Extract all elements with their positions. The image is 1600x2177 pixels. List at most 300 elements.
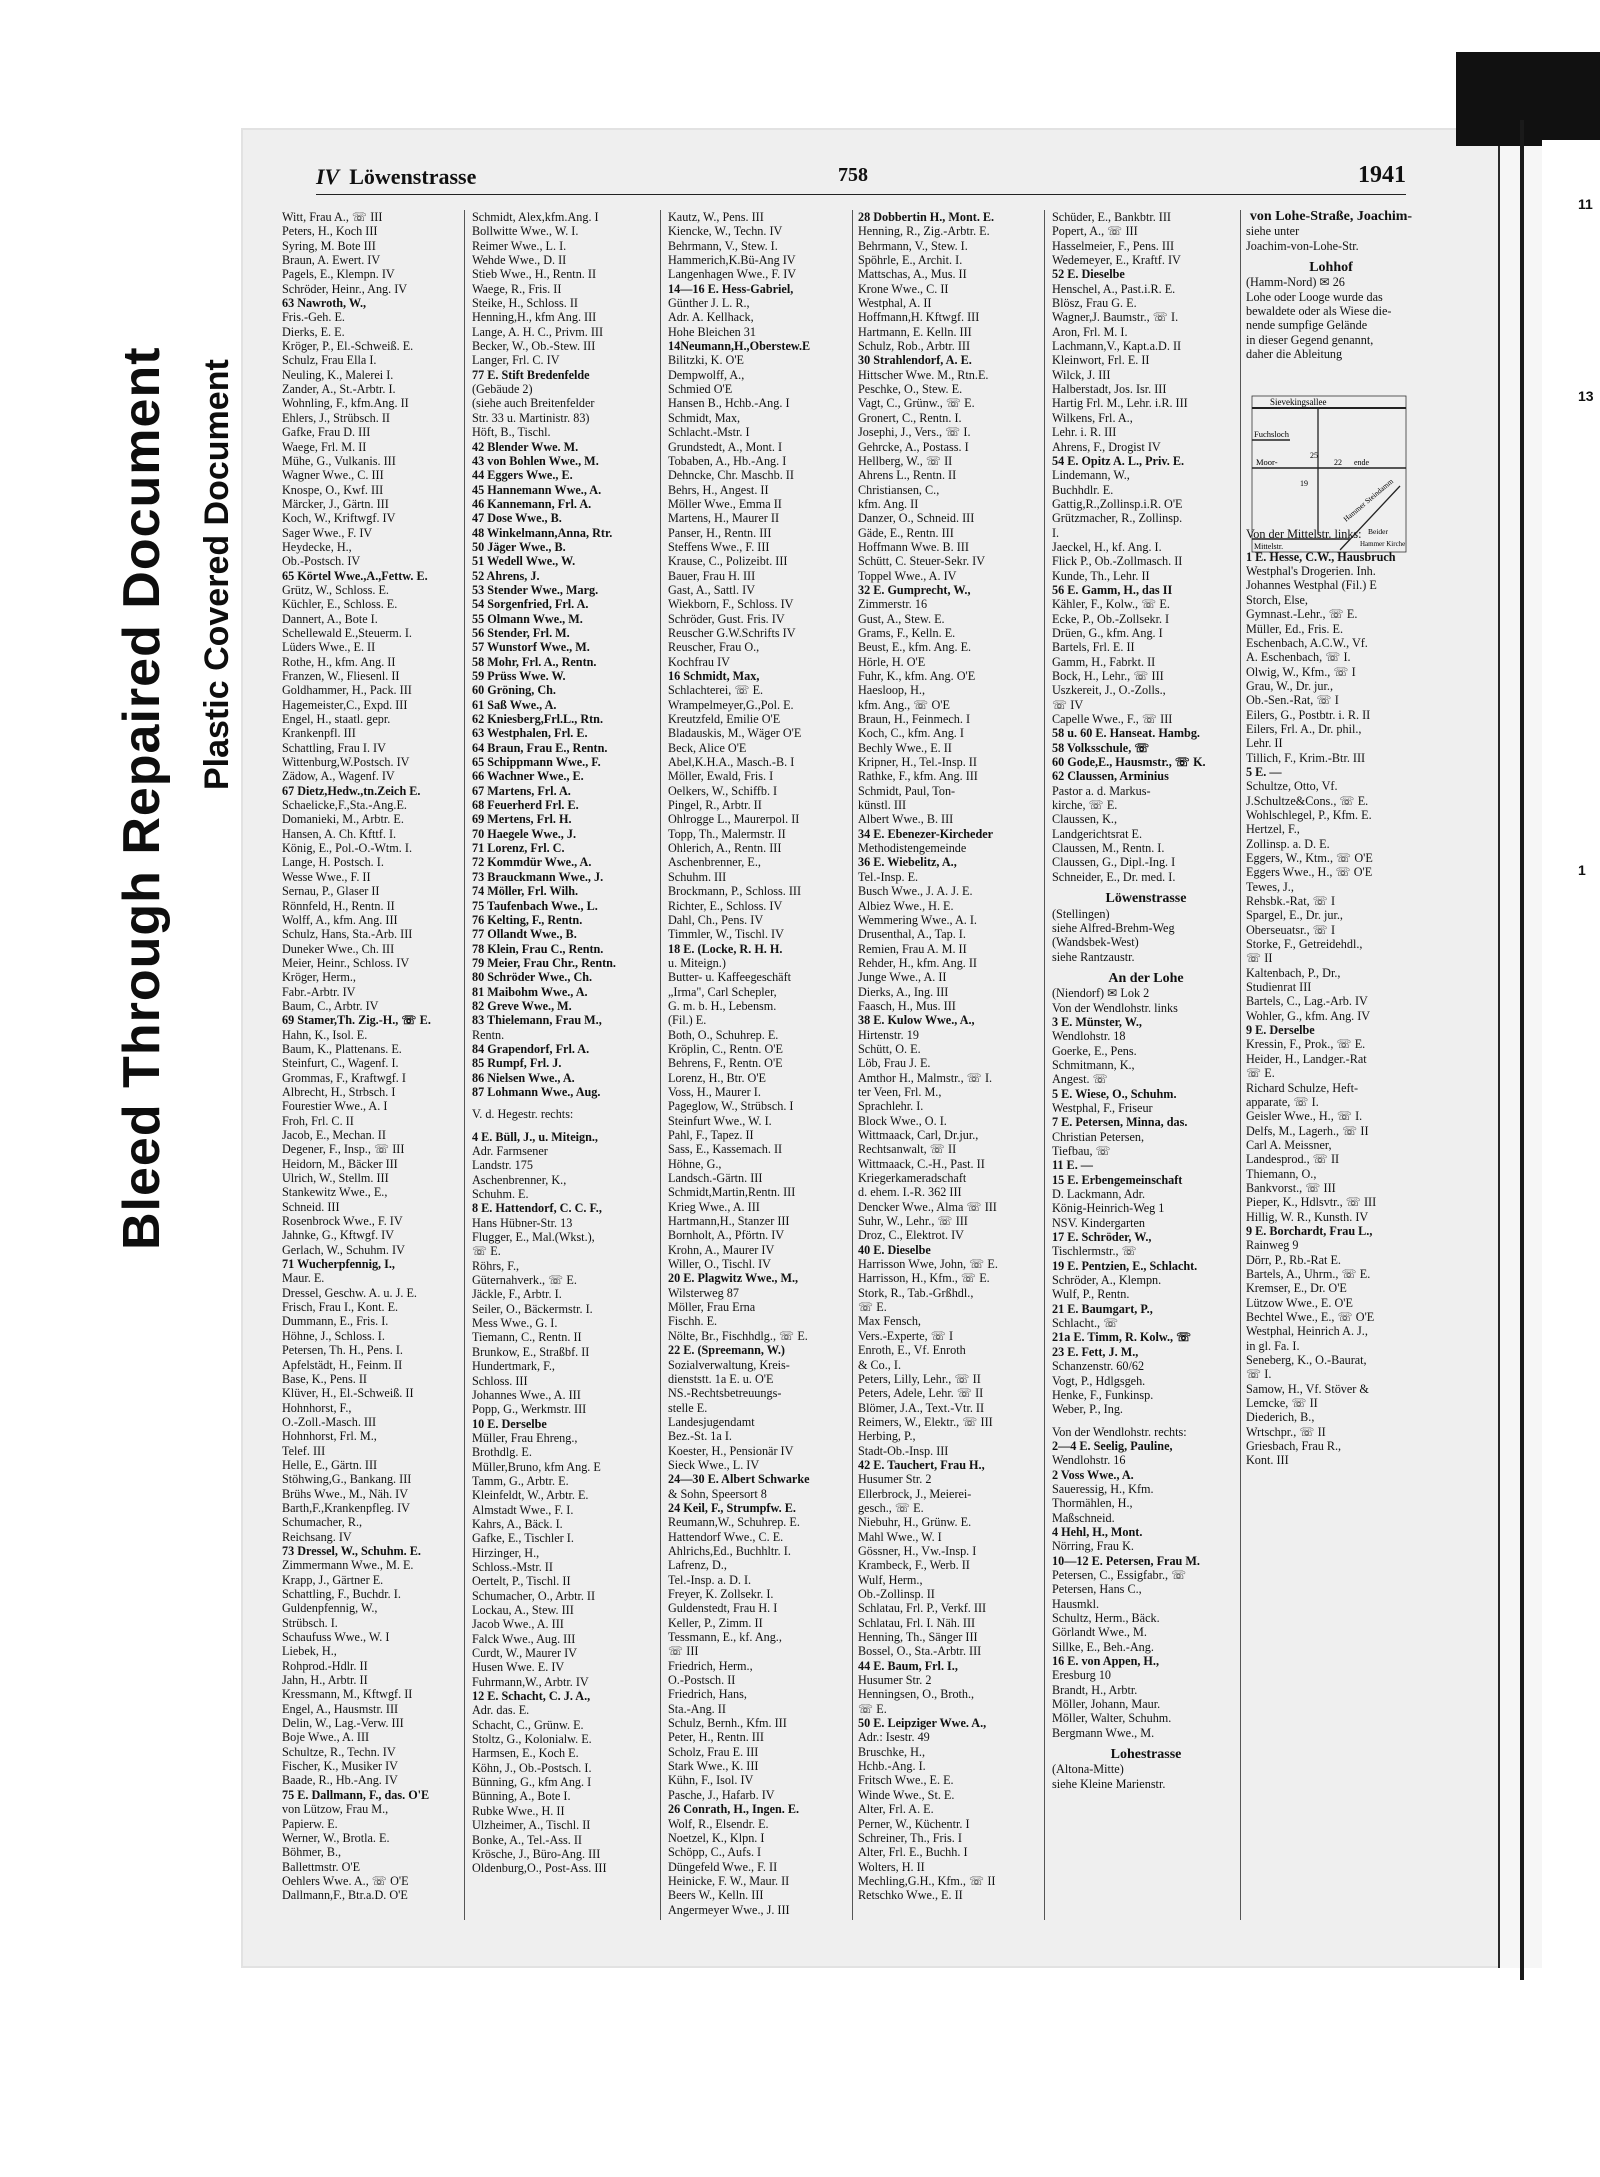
directory-entry: Möller, Frau Erna [668,1300,756,1315]
directory-entry: Eilers, G., Postbtr. i. R. II [1246,707,1371,722]
directory-entry: Westphal, F., Friseur [1052,1100,1153,1115]
directory-entry: Peters, H., Koch III [282,224,378,239]
directory-entry: Ob.-Zollinsp. II [858,1587,935,1601]
directory-entry: Sta.-Ang. II [668,1701,726,1716]
directory-entry: (Wandsbek-West) [1052,935,1139,950]
directory-entry: Droz, C., Elektrot. IV [858,1228,964,1243]
directory-entry: Fritsch Wwe., E. E. [858,1773,954,1788]
directory-entry: Petersen, C., Essigfabr., ☏ [1052,1567,1187,1582]
directory-entry: Retschko Wwe., E. II [858,1888,963,1903]
directory-entry: dienststt. 1a E. u. O'E [668,1371,774,1386]
directory-entry: Hohe Bleichen 31 [668,324,756,339]
directory-entry: „Irma", Carl Schepler, [668,984,777,999]
directory-entry: Grütz, W., Schloss. E. [282,582,389,597]
directory-entry: 72 Kommdür Wwe., A. [472,855,592,870]
directory-entry: 73 Dressel, W., Schuhm. E. [282,1543,421,1558]
directory-entry: Hohnhorst, Frl. M., [282,1429,377,1444]
directory-entry: Hagemeister,C., Expd. III [282,697,408,712]
directory-entry: Noetzel, K., Klpn. I [668,1830,765,1845]
directory-entry: Saueressig, H., Kfm. [1052,1481,1154,1496]
directory-entry: Richard Schulze, Heft- [1246,1080,1359,1095]
directory-entry: Uszkereit, J., O.-Zolls., [1052,683,1166,698]
directory-entry: 69 Mertens, Frl. H. [472,812,572,827]
directory-entry: Bossel, O., Sta.-Arbtr. III [858,1644,982,1659]
directory-entry: Braun, H., Feinmech. I [858,712,971,727]
directory-entry: Grützmacher, R., Zollinsp. [1052,511,1183,526]
directory-entry: I. [1052,525,1060,540]
map-label-left: Fuchsloch [1254,429,1289,439]
directory-entry: 22 E. (Spreemann, W.) [668,1343,785,1358]
directory-entry: Mechling,G.H., Kfm., ☏ II [858,1873,996,1888]
directory-entry: in dieser Gegend genannt, [1246,332,1374,347]
directory-entry: Klüver, H., El.-Schweiß. II [282,1386,414,1401]
directory-entry: 16 Schmidt, Max, [668,669,760,683]
directory-entry: Höhne, J., Schloss. I. [282,1328,385,1343]
directory-entry: stelle E. [668,1400,708,1415]
directory-entry: 48 Winkelmann,Anna, Rtr. [472,525,613,540]
directory-entry: Landesprod., ☏ II [1246,1152,1340,1167]
directory-entry: Dressel, Geschw. A. u. J. E. [282,1285,417,1300]
directory-entry: künstl. III [858,798,907,813]
directory-entry: Christian Petersen, [1052,1129,1145,1144]
directory-entry: Müller,Bruno, kfm Ang. E [472,1459,601,1474]
directory-entry: Schloss.-Mstr. II [472,1559,553,1574]
directory-entry: Blösz, Frau G. E. [1052,296,1137,311]
directory-entry: Max Fensch, [858,1314,921,1329]
directory-entry: Schulz, Hans, Sta.-Arb. III [282,927,413,942]
directory-entry: Nölte, Br., Fischhdlg., ☏ E. [668,1328,808,1343]
directory-entry: Pahl, F., Tapez. II [668,1128,754,1142]
directory-entry: Claussen, M., Rentn. I. [1052,841,1165,856]
directory-entry: Schöpp, C., Aufs. I [668,1845,762,1860]
directory-entry: Wilkens, Frl. A., [1052,410,1133,425]
directory-entry: Behrens, F., Rentn. O'E [668,1056,783,1071]
directory-entry: Langenhagen Wwe., F. IV [668,267,797,282]
lohhof-street-map [1250,394,1408,554]
directory-entry: ☏ III [668,1644,699,1659]
directory-entry: 17 E. Schröder, W., [1052,1230,1152,1245]
directory-entry: siehe Rantzaustr. [1052,949,1135,964]
directory-entry: Fischer, K., Musiker IV [282,1759,398,1774]
directory-entry: Jahn, H., Arbtr. II [282,1673,368,1688]
directory-entry: Pagels, E., Klempn. IV [282,267,395,282]
directory-entry: Henning,H., kfm Ang. III [472,310,597,325]
directory-entry: Wittmaack, C.-H., Past. II [858,1156,985,1171]
directory-entry: Husen Wwe. E. IV [472,1660,565,1675]
directory-entry: Rentn. [472,1027,505,1042]
directory-entry: Popert, A., ☏ III [1052,224,1138,239]
directory-entry: Claussen, K., [1052,812,1117,827]
directory-entry: Rehsbk.-Rat, ☏ I [1246,894,1336,909]
directory-entry: Weber, P., Ing. [1052,1402,1123,1417]
directory-entry: Strübsch. I. [282,1615,338,1630]
directory-entry: Lemcke, ☏ II [1246,1396,1318,1411]
directory-entry: Barth,F.,Krankenpfleg. IV [282,1500,410,1515]
directory-entry: Alter, Frl. E., Buchh. I [858,1845,968,1860]
directory-entry: Keller, P., Zimm. II [668,1615,763,1630]
directory-entry: Herbing, P., [858,1429,916,1444]
directory-entry: Höft, B., Tischl. [472,425,551,440]
directory-entry: Stieb Wwe., H., Rentn. II [472,267,596,282]
directory-entry: Zädow, A., Wagenf. IV [282,769,395,784]
directory-entry: Eresburg 10 [1052,1668,1112,1683]
directory-entry: Sernau, P., Glaser II [282,884,380,899]
directory-entry: Schneid. III [282,1199,340,1214]
directory-entry: Schloss. III [472,1373,528,1388]
directory-entry: 64 Braun, Frau E., Rentn. [472,740,608,755]
directory-entry: Albert Wwe., B. III [858,812,954,827]
directory-entry: 20 E. Plagwitz Wwe., M., [668,1271,799,1286]
directory-entry: Falck Wwe., Aug. III [472,1631,576,1646]
directory-entry: Steinfurt, C., Wagenf. I. [282,1056,399,1071]
map-label-hammer: Hammer Steindamm [1341,476,1395,524]
directory-entry: Spargel, E., Dr. jur., [1246,908,1343,923]
directory-entry: Gafke, E., Tischler I. [472,1531,574,1546]
directory-entry: 61 Saß Wwe., A. [472,697,557,712]
directory-entry: 80 Schröder Wwe., Ch. [472,970,593,985]
directory-entry: Sozialverwaltung, Kreis- [668,1357,790,1372]
directory-entry: 65 Schippmann Wwe., F. [472,755,601,770]
directory-entry: Dierks, A., Ing. III [858,984,949,999]
directory-entry: Landstr. 175 [472,1158,533,1173]
directory-entry: Peter, H., Rentn. III [668,1730,764,1745]
directory-entry: Junge Wwe., A. II [858,970,947,985]
directory-entry: Kressmann, M., Kftwgf. II [282,1687,413,1702]
directory-entry: Brandt, H., Arbtr. [1052,1682,1138,1697]
directory-entry: ☏ I. [1246,1367,1272,1382]
directory-entry: Krapp, J., Gärtner E. [282,1572,384,1587]
directory-entry: Schumacher, O., Arbtr. II [472,1588,596,1603]
directory-entry: Bechtel Wwe., E., ☏ O'E [1246,1310,1375,1324]
directory-entry: Kaltenbach, P., Dr., [1246,965,1341,980]
directory-entry: Dahl, Ch., Pens. IV [668,912,764,927]
directory-entry: Rechtsanwalt, ☏ II [858,1142,957,1157]
directory-column-2 [472,210,661,1920]
directory-entry: Engel, A., Hausmstr. III [282,1701,399,1716]
directory-entry: Schütt, O. E. [858,1041,921,1056]
directory-entry: Jacob Wwe., A. III [472,1617,564,1632]
directory-entry: Henning, R., Zig.-Arbtr. E. [858,224,990,239]
directory-entry: Landesjugendamt [668,1414,755,1429]
directory-entry: 2 Voss Wwe., A. [1052,1467,1134,1482]
directory-entry: Steffens Wwe., F. III [668,539,770,554]
directory-entry: (siehe auch Breitenfelder [472,396,595,411]
directory-entry: 82 Greve Wwe., M. [472,998,572,1013]
directory-entry: Stark Wwe., K. III [668,1759,759,1774]
spacer [472,1122,660,1130]
directory-entry: 65 Körtel Wwe.,A.,Fettw. E. [282,568,428,583]
directory-entry: Husumer Str. 2 [858,1673,932,1688]
directory-entry: Vers.-Experte, ☏ I [858,1328,954,1343]
directory-entry: 4 Hehl, H., Mont. [1052,1524,1143,1539]
directory-entry: Hahn, K., Isol. E. [282,1027,368,1042]
directory-entry: Hansen B., Hchb.-Ang. I [668,396,790,411]
directory-entry: Ahlrichs,Ed., Buchhltr. I. [668,1543,791,1558]
directory-entry: Lorenz, H., Btr. O'E [668,1070,766,1085]
directory-entry: kfm. Ang., ☏ O'E [858,697,950,712]
directory-entry: Düngefeld Wwe., F. II [668,1859,778,1874]
directory-entry: 16 E. von Appen, H., [1052,1654,1160,1669]
directory-entry: Henschel, A., Past.i.R. E. [1052,281,1176,296]
directory-entry: Waege, Frl. M. II [282,439,367,454]
directory-entry: Harmsen, E., Koch E. [472,1746,579,1761]
edge-fragment: 1 [1578,862,1586,878]
directory-entry: Amthor H., Malmstr., ☏ I. [858,1070,993,1085]
directory-entry: Schmitmann, K., [1052,1057,1135,1072]
directory-entry: Kähler, F., Kolw., ☏ E. [1052,597,1170,612]
directory-entry: Tessmann, E., kf. Ang., [668,1630,782,1645]
directory-entry: 9 E. Borchardt, Frau L., [1246,1223,1373,1238]
directory-entry: Krambeck, F., Werb. II [858,1558,970,1573]
directory-entry: Oberseuatsr., ☏ I [1246,922,1336,937]
directory-entry: Wehde Wwe., D. II [472,253,567,268]
directory-entry: Flugger, E., Mal.(Wkst.), [472,1230,595,1245]
directory-entry: Fischh. E. [668,1314,718,1329]
directory-entry: 5 E. — [1246,764,1282,779]
directory-entry: Köhn, J., Ob.-Postsch. I. [472,1760,592,1775]
directory-entry: Delfs, M., Lagerh., ☏ II [1246,1123,1369,1138]
directory-entry: Geisler Wwe., H., ☏ I. [1246,1109,1363,1124]
directory-entry: Engel, H., staatl. gepr. [282,712,391,727]
directory-entry: Kühn, F., Isol. IV [668,1773,754,1788]
directory-entry: Heydecke, H., [282,539,352,554]
directory-entry: Schuhm. E. [472,1187,529,1202]
directory-entry: 46 Kannemann, Frl. A. [472,496,592,511]
directory-entry: Gamm, H., Fabrkt. II [1052,654,1156,669]
directory-entry: Seneberg, K., O.-Baurat, [1246,1353,1367,1368]
directory-entry: Tamm, G., Arbtr. E. [472,1473,569,1488]
directory-entry: Schacht, C., Grünw. E. [472,1717,584,1732]
directory-entry: 77 Ollandt Wwe., B. [472,927,577,942]
directory-entry: Johannes Westphal (Fil.) E [1246,578,1377,593]
directory-entry: Tel.-Insp. a. D. I. [668,1572,752,1587]
directory-entry: 68 Feuerherd Frl. E. [472,798,579,813]
directory-entry: Domanieki, M., Arbtr. E. [282,812,404,827]
directory-entry: Wilsterweg 87 [668,1285,739,1300]
directory-entry: Spöhrle, E., Archit. I. [858,253,963,268]
directory-entry: Bartels, C., Lag.-Arb. IV [1246,994,1368,1009]
directory-entry: Ballettmstr. O'E [282,1859,361,1874]
directory-entry: Schlacht., ☏ [1052,1316,1119,1331]
directory-entry: Bartels, A., Uhrm., ☏ E. [1246,1266,1371,1281]
directory-entry: Schmied O'E [668,382,733,397]
directory-entry: Hchb.-Ang. I. [858,1759,926,1774]
directory-entry: Schaelicke,F.,Sta.-Ang.E. [282,798,407,813]
directory-entry: Zimmerstr. 16 [858,597,928,612]
directory-entry: Schröder, Gust. Fris. IV [668,611,785,626]
directory-entry: Brühs Wwe., M., Näh. IV [282,1486,409,1501]
directory-entry: Friedrich, Hans, [668,1687,747,1702]
directory-entry: Wolff, A., kfm. Ang. III [282,912,398,927]
directory-column-4 [858,210,1045,1920]
directory-entry: Bankvorst., ☏ III [1246,1180,1336,1195]
directory-entry: 50 E. Leipziger Wwe. A., [858,1716,987,1731]
directory-entry: Rönnfeld, H., Rentn. II [282,898,395,913]
directory-entry: Röhrs, F., [472,1258,520,1273]
directory-entry: NS.-Rechtsbetreuungs- [668,1386,782,1401]
directory-entry: Zollinsp. a. D. E. [1246,836,1330,851]
directory-entry: Hartmann,H., Stanzer III [668,1214,790,1229]
directory-entry: 19 E. Pentzien, E., Schlacht. [1052,1258,1198,1273]
directory-entry: 79 Meier, Frau Chr., Rentn. [472,955,616,970]
spacer [1246,253,1416,261]
directory-entry: Koch, C., kfm. Ang. I [858,726,964,741]
directory-entry: Lockau, A., Stew. III [472,1603,574,1617]
directory-entry: Westphal, A. II [858,296,932,311]
directory-entry: Gymnast.-Lehr., ☏ E. [1246,607,1358,622]
directory-entry: Henning, Th., Sänger III [858,1630,978,1645]
directory-entry: 52 Ahrens, J. [472,568,540,583]
directory-entry: 71 Lorenz, Frl. C. [472,841,565,856]
directory-entry: Krankenpfl. III [282,726,356,741]
directory-entry: Rehder, H., kfm. Ang. II [858,955,977,970]
directory-entry: Krone Wwe., C. II [858,281,949,296]
directory-entry: Höhne, G., [668,1156,722,1171]
directory-entry: Heider, H., Landger.-Rat [1246,1051,1367,1066]
directory-entry: Adr. das. E. [472,1703,530,1718]
year: 1941 [1358,162,1406,188]
directory-entry: Grau, W., Dr. jur., [1246,678,1333,693]
directory-entry: Aron, Frl. M. I. [1052,324,1128,339]
directory-entry: Kriegerkameradschaft [858,1171,967,1186]
map-label-22: 22 [1334,458,1342,467]
directory-entry: Kochfrau IV [668,654,730,669]
directory-entry: Baum, C., Arbtr. IV [282,998,379,1013]
directory-entry: Jaeckel, H., kf. Ang. I. [1052,539,1162,554]
directory-entry: Möller Wwe., Emma II [668,496,782,511]
directory-entry: Westphal, Heinrich A. J., [1246,1324,1368,1339]
directory-entry: Harrisson, H., Kfm., ☏ E. [858,1271,990,1286]
directory-entry: 36 E. Wiebelitz, A., [858,855,957,870]
directory-entry: 54 Sorgenfried, Frl. A. [472,597,589,612]
directory-entry: Wulf, Herm., [858,1572,923,1587]
directory-entry: bewaldete oder als Wiese die- [1246,304,1392,319]
directory-entry: Bergmann Wwe., M. [1052,1725,1155,1740]
directory-entry: Schulz, Rob., Arbtr. III [858,339,971,354]
directory-entry: Maßschneid. [1052,1510,1115,1525]
directory-entry: Carl A. Meissner, [1246,1137,1332,1152]
street-heading: Löwenstrasse [1105,892,1187,907]
directory-entry: 76 Kelting, F., Rentn. [472,912,583,927]
directory-entry: Behrmann, V., Stew. I. [668,238,778,253]
directory-entry: Schneider, E., Dr. med. I. [1052,869,1176,884]
directory-entry: Güternahverk., ☏ E. [472,1273,577,1288]
directory-entry: Jahnke, G., Kftwgf. IV [282,1228,395,1243]
directory-entry: Rothe, H., kfm. Ang. II [282,654,396,669]
directory-entry: Müller, Ed., Fris. E. [1246,621,1344,636]
directory-entry: Lehr. II [1246,736,1283,751]
directory-entry: Almstadt Wwe., F. I. [472,1502,574,1517]
directory-entry: 11 E. — [1052,1158,1093,1173]
directory-entry: Degener, F., Insp., ☏ III [282,1142,405,1157]
directory-entry: Mattschas, A., Mus. II [858,267,967,282]
directory-entry: 14—16 E. Hess-Gabriel, [668,281,794,296]
directory-entry: Harrisson Wwe, John, ☏ E. [858,1257,998,1272]
directory-entry: 50 Jäger Wwe., B. [472,539,566,554]
directory-entry: Grams, F., Kelln. E. [858,625,956,640]
directory-entry: 56 Stender, Frl. M. [472,625,570,640]
directory-entry: Landsch.-Gärtn. III [668,1171,763,1186]
directory-entry: Adr.: Isestr. 49 [858,1730,930,1745]
directory-entry: Ulzheimer, A., Tischl. II [472,1818,591,1833]
directory-entry: 52 E. Dieselbe [1052,267,1125,282]
directory-entry: Lohe oder Looge wurde das [1246,289,1383,304]
directory-entry: Nörring, Frau K. [1052,1539,1134,1554]
directory-entry: Kripner, H., Tel.-Insp. II [858,755,977,770]
directory-entry: ☏ E. [858,1300,887,1315]
directory-entry: Wolf, R., Elsendr. E. [668,1816,769,1831]
directory-entry: Schulz, Frau Ella I. [282,353,377,368]
directory-entry: Hoffmann Wwe. B. III [858,539,969,554]
directory-entry: Henke, F., Funkinsp. [1052,1387,1154,1402]
directory-entry: Tel.-Insp. E. [858,869,919,884]
directory-entry: NSV. Kindergarten [1052,1215,1145,1230]
directory-entry: Wohlschlegel, P., Kfm. E. [1246,807,1372,822]
directory-entry: 81 Maibohm Wwe., A. [472,984,588,999]
directory-entry: Joachim-von-Lohe-Str. [1246,238,1359,253]
directory-entry: 57 Wunstorf Wwe., M. [472,640,590,655]
edge-fragment: 11 [1578,196,1593,212]
directory-entry: Helle, E., Gärtn. III [282,1457,378,1472]
directory-entry: Wittmaack, Carl, Dr.jur., [858,1128,979,1142]
directory-entry: 84 Grapendorf, Frl. A. [472,1041,590,1056]
directory-entry: Gäde, E., Rentn. III [858,525,954,540]
directory-entry: 42 Blender Wwe. M. [472,439,579,454]
directory-entry: Zander, A., St.-Arbtr. I. [282,382,396,397]
directory-entry: 53 Stender Wwe., Marg. [472,582,599,597]
directory-entry: ☏ E. [472,1244,501,1259]
directory-entry: Lafrenz, D., [668,1558,727,1573]
directory-entry: Günther J. L. R., [668,296,750,311]
directory-entry: Schröder, A., Klempn. [1052,1273,1162,1288]
directory-entry: Langer, Frl. C. IV [472,353,560,368]
directory-entry: Mahl Wwe., W. I [858,1529,942,1544]
directory-entry: Adr. Farmsener [472,1144,548,1158]
directory-entry: Curdt, W., Maurer IV [472,1646,577,1661]
directory-entry: siehe Alfred-Brehm-Weg [1052,920,1175,935]
directory-entry: Stoltz, G., Kolonialw. E. [472,1732,592,1747]
directory-entry: Telef. III [282,1443,326,1458]
directory-entry: Henningsen, O., Broth., [858,1687,975,1702]
directory-entry: Lüders Wwe., E. II [282,640,376,655]
page-header [316,160,1406,195]
directory-entry: Behrmann, V., Stew. I. [858,238,968,253]
directory-entry: Von der Wendlohstr. rechts: [1052,1424,1187,1439]
directory-entry: Tiefbau, ☏ [1052,1144,1111,1158]
directory-entry: Kremser, E., Dr. O'E [1246,1281,1347,1296]
directory-entry: Ob.-Sen.-Rat, ☏ I [1246,693,1339,708]
directory-entry: 4 E. Büll, J., u. Miteign., [472,1129,598,1144]
directory-entry: Krieg Wwe., A. III [668,1199,760,1214]
directory-entry: Wohler, G., kfm. Ang. IV [1246,1008,1371,1023]
directory-entry: & Co., I. [858,1357,901,1372]
directory-entry: Buchhdlr. E. [1052,482,1114,497]
directory-entry: 58 Volksschule, ☏ [1052,740,1150,755]
directory-entry: Löb, Frau J. E. [858,1056,931,1071]
directory-entry: Hittscher Wwe. M., Rtn.E. [858,367,989,382]
directory-entry: gesch., ☏ E. [858,1500,924,1515]
directory-entry: Claussen, G., Dipl.-Ing. I [1052,855,1176,870]
directory-entry: Von der Wendlohstr. links [1052,1000,1178,1015]
directory-entry: Peters, Lilly, Lehr., ☏ II [858,1371,981,1386]
directory-entry: Fuhr, K., kfm. Ang. O'E [858,669,976,683]
directory-entry: Meier, Heinr., Schloss. IV [282,955,410,970]
directory-entry: von Lützow, Frau M., [282,1802,389,1817]
directory-entry: Schaufuss Wwe., W. I [282,1630,390,1645]
directory-entry: 87 Lohmann Wwe., Aug. [472,1084,601,1099]
directory-entry: 43 von Bohlen Wwe., M. [472,453,599,468]
directory-entry: Wrtschpr., ☏ II [1246,1424,1326,1439]
